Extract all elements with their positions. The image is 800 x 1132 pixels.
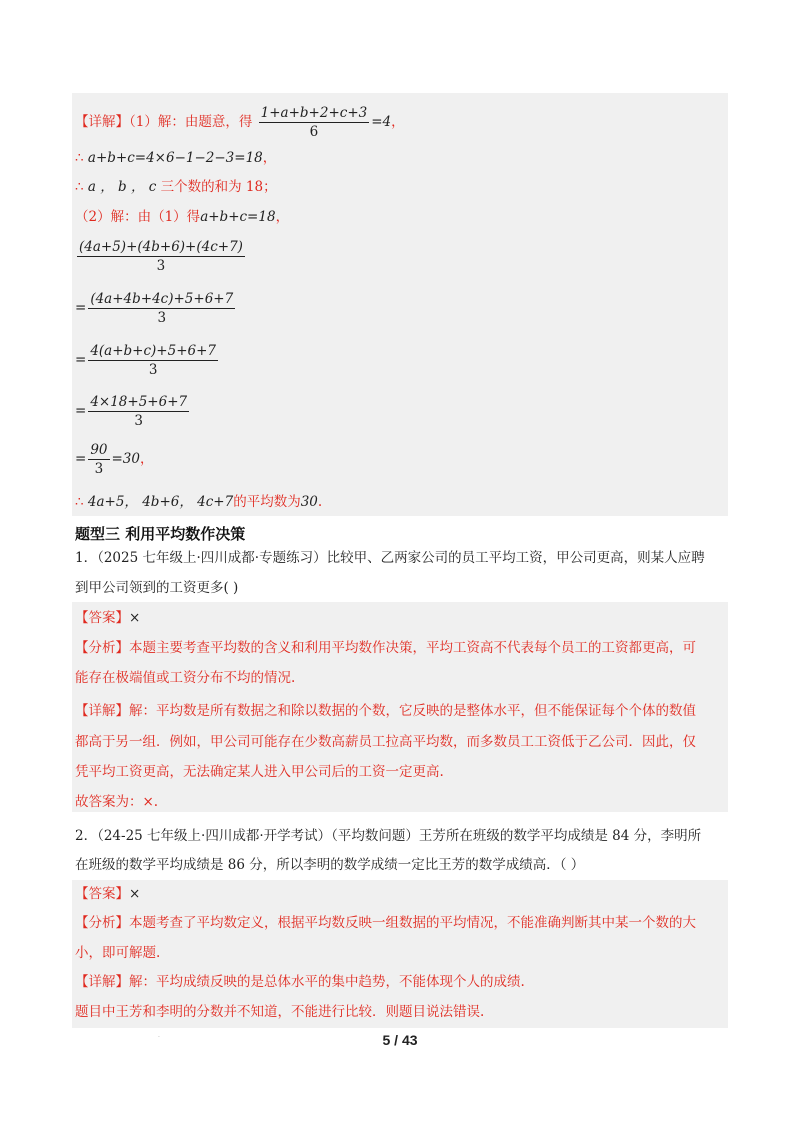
equals-sign: = — [75, 403, 87, 419]
detail-tag: 【详解】 — [75, 114, 129, 130]
final-expression: 4a+5， 4b+6， 4c+7 — [87, 494, 234, 510]
fraction-step3 — [88, 342, 218, 379]
fraction-numerator: 1+a+b+2+c+3 — [260, 105, 368, 121]
fraction-denominator: 3 — [148, 362, 158, 378]
fraction-step4 — [88, 393, 189, 430]
detail-text: 解：平均数是所有数据之和除以数据的个数，它反映的是整体水平，但不能保证每个个体的数值 — [129, 703, 696, 719]
q2-analysis-2: 小，即可解题. — [75, 945, 161, 961]
part2-expression: a+b+c=18 — [200, 209, 276, 225]
line3-text: 三个数的和为 18； — [160, 179, 277, 195]
q1-analysis-1 — [75, 638, 696, 658]
final-end: . — [317, 494, 323, 510]
fraction-eq1 — [259, 104, 370, 141]
q1-analysis-2: 能存在极端值或工资分布不均的情况. — [75, 670, 296, 686]
line2-end: ， — [262, 150, 277, 166]
q2-analysis-1 — [75, 913, 696, 933]
q1-detail-1 — [75, 701, 696, 721]
footer-mark: · — [158, 1034, 160, 1041]
fraction-numerator: 90 — [90, 442, 108, 458]
fraction-denominator: 3 — [156, 258, 166, 274]
step-3 — [75, 342, 220, 379]
solution-line-2 — [75, 148, 276, 168]
answer-tag: 【答案】 — [75, 610, 129, 626]
detail-tag: 【详解】 — [75, 703, 129, 719]
answer-tag: 【答案】 — [75, 886, 129, 902]
part2-intro: （2）解：由（1）得 — [75, 209, 201, 225]
fraction-denominator: 3 — [94, 461, 104, 477]
eq1-end: ， — [391, 114, 405, 130]
fraction-step1 — [77, 238, 245, 275]
equals-sign: = — [75, 451, 87, 467]
q2-answer — [75, 884, 140, 904]
q2-line-2: 在班级的数学平均成绩是 86 分，所以李明的数学成绩一定比王芳的数学成绩高．（ ） — [75, 857, 585, 873]
fraction-numerator: 4×18+5+6+7 — [90, 394, 188, 410]
final-text: 的平均数为 — [233, 494, 301, 510]
page-number: 5 / 43 — [382, 1032, 418, 1048]
step5-end: ， — [140, 451, 154, 467]
fraction-denominator: 3 — [157, 310, 167, 326]
line2-expression: a+b+c=4×6−1−2−3=18 — [87, 150, 263, 166]
solution-final-line — [75, 492, 322, 512]
fraction-denominator: 6 — [309, 124, 319, 140]
part2-end: ， — [275, 209, 290, 225]
q2-line-1: 2．（24-25 七年级上·四川成都·开学考试）（平均数问题）王芳所在班级的数学平均成绩是 84 分，李明所 — [75, 828, 702, 844]
analysis-text: 本题主要考查平均数的含义和利用平均数作决策，平均工资高不代表每个员工的工资都更高，可 — [129, 640, 696, 656]
fraction-step2 — [88, 290, 235, 327]
step-5 — [75, 441, 154, 478]
part1-intro: （1）解：由题意，得 — [129, 114, 253, 130]
answer-value: × — [129, 610, 141, 626]
detail-tag: 【详解】 — [75, 974, 129, 990]
solution-line-3 — [75, 177, 277, 197]
eq1-rhs: =4 — [371, 114, 392, 130]
q1-line-1: 1．（2025 七年级上·四川成都·专题练习）比较甲、乙两家公司的员工平均工资，甲公司更高，则某人应聘 — [75, 550, 705, 566]
fraction-denominator: 3 — [134, 413, 143, 429]
q2-detail-1 — [75, 972, 525, 992]
detail-text: 解：平均成绩反映的是总体水平的集中趋势，不能体现个人的成绩. — [129, 974, 525, 990]
step-2 — [75, 290, 237, 327]
step5-rhs: =30 — [111, 451, 140, 467]
analysis-tag: 【分析】 — [75, 915, 129, 931]
solution-line-1 — [75, 104, 405, 141]
equals-sign: = — [75, 300, 87, 316]
q1-conclusion: 故答案为：×. — [75, 794, 159, 810]
q2-detail-2: 题目中王芳和李明的分数并不知道，不能进行比较．则题目说法错误. — [75, 1004, 485, 1020]
therefore-symbol: ∴ — [75, 494, 84, 510]
line3-variables: a ， b ， c — [87, 179, 157, 195]
fraction-step5 — [88, 441, 109, 478]
analysis-tag: 【分析】 — [75, 640, 129, 656]
q1-detail-2: 都高于另一组．例如，甲公司可能存在少数高薪员工拉高平均数，而多数员工工资低于乙公司．因此，仅 — [75, 734, 696, 750]
fraction-numerator: 4(a+b+c)+5+6+7 — [90, 343, 217, 359]
fraction-numerator: (4a+5)+(4b+6)+(4c+7) — [79, 239, 243, 255]
q1-line-2: 到甲公司领到的工资更多( ) — [75, 580, 239, 596]
solution-line-4 — [75, 207, 289, 227]
equals-sign: = — [75, 352, 87, 368]
q1-detail-3: 凭平均工资更高，无法确定某人进入甲公司后的工资一定更高. — [75, 764, 444, 780]
final-value: 30 — [300, 494, 318, 510]
section-title: 题型三 利用平均数作决策 — [75, 525, 246, 543]
answer-value: × — [129, 886, 141, 902]
q1-answer — [75, 608, 140, 628]
step-1 — [75, 238, 247, 275]
therefore-symbol: ∴ — [75, 150, 84, 166]
fraction-numerator: (4a+4b+4c)+5+6+7 — [90, 291, 234, 307]
analysis-text: 本题考查了平均数定义，根据平均数反映一组数据的平均情况，不能准确判断其中某一个数的大 — [129, 915, 696, 931]
step-4 — [75, 393, 191, 430]
therefore-symbol: ∴ — [75, 179, 84, 195]
